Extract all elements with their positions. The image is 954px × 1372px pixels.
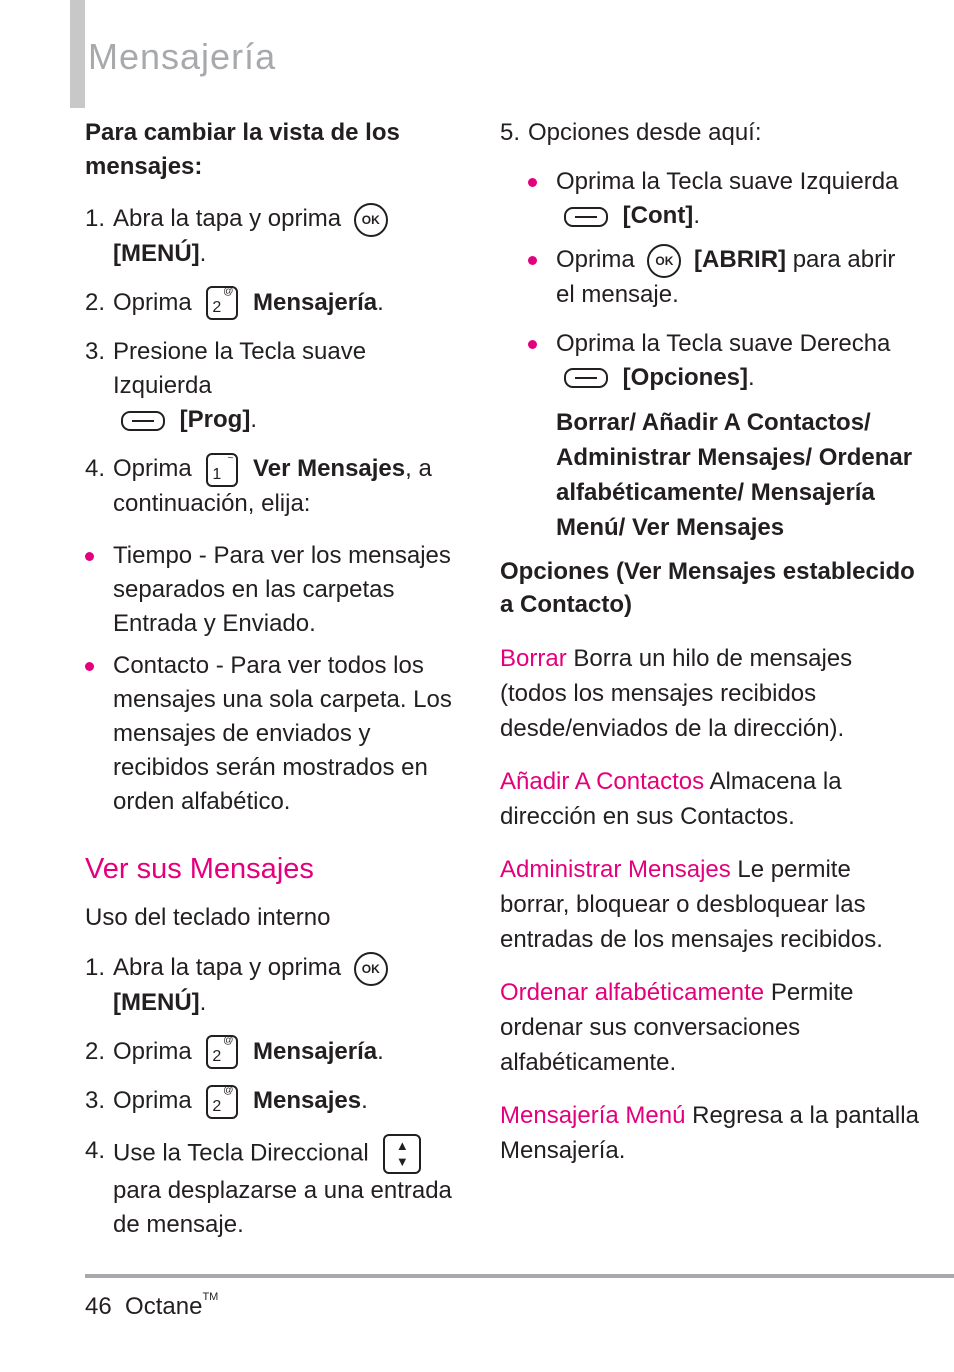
trademark: TM: [202, 1291, 219, 1303]
step-number: 3.: [85, 1087, 106, 1115]
step-number: 1.: [85, 205, 106, 232]
step-text: Abra la tapa y oprima: [113, 953, 342, 981]
definition-sort: [500, 975, 920, 1080]
definition-manage: [500, 852, 920, 957]
brand-name: Octane: [125, 1293, 203, 1320]
step-4-directional: [85, 1134, 465, 1242]
definition-term: Ordenar alfabéticamente: [500, 978, 765, 1006]
menu-key-label: [MENÚ]: [113, 239, 200, 267]
step-text: Oprima: [113, 1087, 192, 1115]
step-text: Oprima: [113, 1037, 192, 1065]
left-softkey-icon: [121, 411, 165, 431]
prog-label: [Prog]: [179, 406, 251, 434]
definition-menu: [500, 1098, 920, 1168]
step-text: Opciones desde aquí:: [528, 119, 762, 146]
number-key-2-icon: @ 2: [206, 286, 238, 320]
definition-delete: [500, 641, 920, 746]
change-view-title: Para cambiar la vista de los mensajes:: [85, 119, 400, 180]
step-suffix: .: [377, 288, 384, 316]
cont-label: [Cont]: [622, 202, 694, 229]
step-number: 2.: [85, 1037, 106, 1065]
step-1-open-menu-2: [85, 951, 465, 1020]
footer-rule: [85, 1274, 954, 1278]
step-suffix: .: [199, 239, 207, 267]
page-footer: [85, 1290, 218, 1324]
step-number: 4.: [85, 455, 106, 483]
right-column: [500, 116, 920, 1168]
bullet-right-softkey: Oprima la Tecla suave Derecha [Opciones].: [528, 327, 920, 395]
step-2-messaging-2: [85, 1035, 465, 1070]
menu-key-label: [MENÚ]: [113, 988, 200, 1016]
ok-key-icon: [647, 244, 681, 278]
step-4-view-messages: [85, 452, 465, 521]
bullet-left-softkey: Oprima la Tecla suave Izquierda [Cont].: [528, 165, 920, 233]
step-number: 5.: [500, 119, 521, 146]
ok-key-icon: [354, 952, 388, 986]
number-key-1-icon: ~ 1: [206, 453, 238, 487]
view-messages-label: Ver Mensajes: [253, 455, 406, 483]
definition-term: Borrar: [500, 644, 567, 672]
page-number: 46: [85, 1293, 112, 1320]
left-column: [85, 116, 465, 1242]
step-suffix: .: [250, 406, 257, 434]
number-key-2-icon: @ 2: [206, 1085, 238, 1119]
step-suffix: , a continuación, elija:: [113, 455, 432, 517]
step-1-open-menu: [85, 202, 465, 271]
options-heading: Opciones (Ver Mensajes establecido a Contacto): [500, 557, 915, 618]
definition-desc: Almacena la dirección en sus Contactos.: [500, 767, 842, 830]
definition-desc: Le permite borrar, bloquear o desbloquear las entradas de los mensajes recibidos.: [500, 855, 883, 953]
number-key-2-icon: @ 2: [206, 1035, 238, 1069]
step-text: Oprima: [113, 455, 192, 483]
section-intro: Uso del teclado interno: [85, 903, 331, 931]
left-softkey-icon: [564, 207, 608, 227]
definition-term: Añadir A Contactos: [500, 767, 705, 795]
title-accent-bar: [70, 0, 85, 108]
open-label: [ABRIR]: [694, 246, 787, 273]
step-suffix: para desplazarse a una entrada de mensaje.: [113, 1176, 452, 1238]
definition-add-contacts: [500, 764, 920, 834]
step-text: Use la Tecla Direccional: [113, 1139, 369, 1167]
step-number: 3.: [85, 338, 106, 366]
step-text: Abra la tapa y oprima: [113, 205, 342, 232]
step-suffix: .: [377, 1037, 384, 1065]
options-bullets: [500, 165, 920, 545]
directional-key-icon: ▲ ▼: [383, 1134, 421, 1174]
bullet-contact: Contacto - Para ver todos los mensajes una sola carpeta. Los mensajes de enviados y recibidos serán mostrados en orden alfabético.: [85, 649, 465, 819]
definition-term: Administrar Mensajes: [500, 855, 731, 883]
definition-desc: Borra un hilo de mensajes (todos los mensajes recibidos desde/enviados de la dirección).: [500, 644, 853, 742]
definition-desc: Permite ordenar sus conversaciones alfabéticamente.: [500, 978, 854, 1076]
step-3-left-softkey: [85, 335, 465, 437]
step-text: Oprima: [113, 288, 192, 316]
definition-term: Mensajería Menú: [500, 1101, 686, 1129]
step-suffix: .: [199, 988, 207, 1016]
step-3-messages: [85, 1084, 465, 1119]
step-number: 1.: [85, 953, 106, 981]
bullet-open: Oprima OK [ABRIR] para abrir el mensaje.: [528, 243, 920, 312]
step-number: 4.: [85, 1136, 106, 1164]
right-softkey-icon: [564, 368, 608, 388]
options-list: Borrar/ Añadir A Contactos/ Administrar Mensajes/ Ordenar alfabéticamente/ Mensajería Menú/ Ver Mensajes: [556, 408, 913, 541]
step-number: 2.: [85, 288, 106, 316]
step-2-messaging: [85, 286, 465, 321]
ok-key-icon: [354, 203, 388, 237]
step-text: Presione la Tecla suave Izquierda: [113, 338, 367, 400]
messaging-label: Mensajería: [253, 288, 378, 316]
section-heading: Ver sus Mensajes: [85, 852, 314, 885]
definition-desc: Regresa a la pantalla Mensajería.: [500, 1101, 919, 1164]
options-label: [Opciones]: [622, 363, 749, 391]
messaging-label: Mensajería: [253, 1037, 378, 1065]
page-title: Mensajería: [88, 36, 277, 77]
bullet-time: Tiempo - Para ver los mensajes separados en las carpetas Entrada y Enviado.: [85, 539, 465, 641]
messages-label: Mensajes: [253, 1087, 362, 1115]
step-suffix: .: [361, 1087, 368, 1115]
step-5-options: [500, 116, 920, 150]
